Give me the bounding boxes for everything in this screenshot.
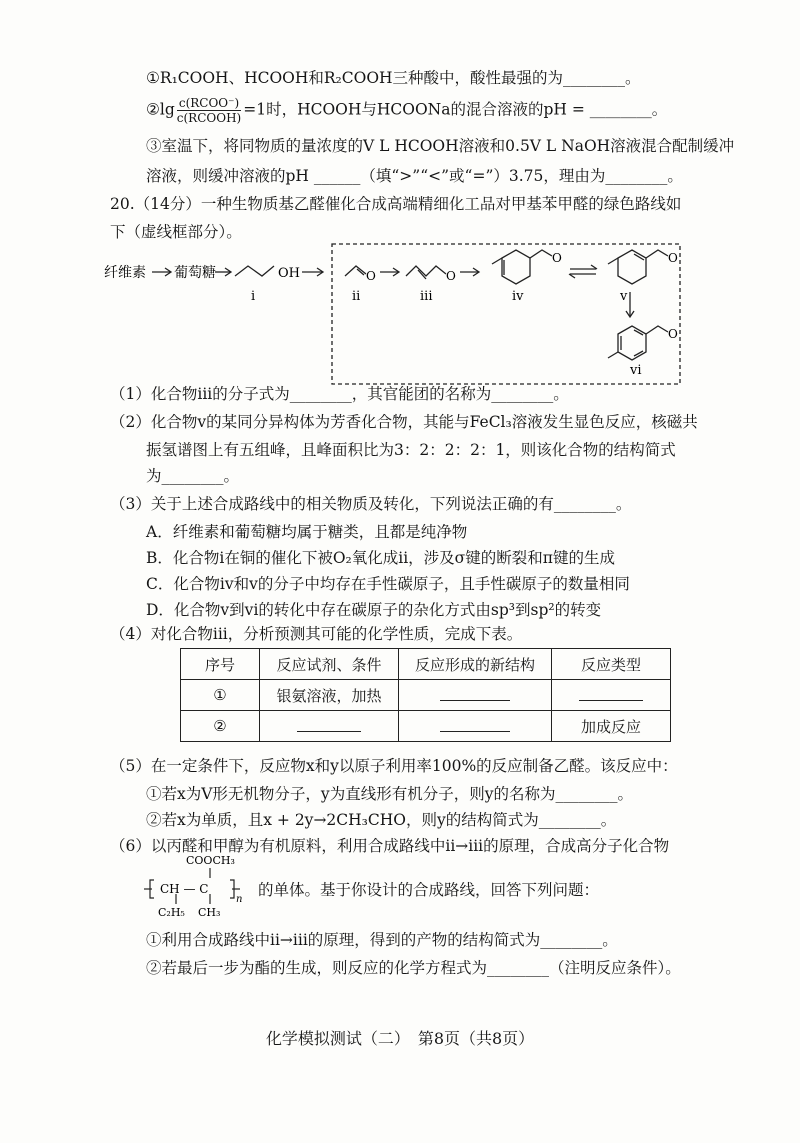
row1-structure-blank	[399, 680, 552, 711]
q20-part4: （4）对化合物iii，分析预测其可能的化学性质，完成下表。	[110, 625, 523, 643]
scheme-o-iv: O	[552, 251, 562, 265]
q20-intro1: 20.（14分）一种生物质基乙醛催化合成高端精细化工品对甲基苯甲醛的绿色路线如	[110, 195, 682, 213]
q20-part5b: ②若x为单质，且x + 2y→2CH₃CHO，则y的结构简式为________。	[146, 811, 617, 829]
q20-option-a: A．纤维素和葡萄糖均属于糖类，且都是纯净物	[146, 523, 468, 541]
q20-part6-tail: 的单体。基于你设计的合成路线，回答下列问题：	[258, 881, 600, 899]
scheme-cellulose: 纤维素	[104, 265, 146, 281]
scheme-o-vi: O	[668, 327, 678, 341]
polymer-ch3: CH₃	[198, 906, 221, 919]
reaction-table	[180, 648, 671, 742]
q19-frac-den: c(RCOOH)	[176, 111, 242, 125]
page-footer: 化学模拟测试（二） 第8页（共8页）	[265, 1029, 535, 1048]
label-iii: iii	[420, 289, 433, 304]
q20-part6: （6）以丙醛和甲醇为有机原料，利用合成路线中ii→iii的原理，合成高分子化合物	[110, 837, 670, 855]
label-iv: iv	[512, 289, 524, 304]
q19-line4: 溶液，则缓冲溶液的pH ______（填“>”“<”或“=”）3.75，理由为________。	[146, 167, 683, 185]
scheme-o-ii: O	[366, 269, 376, 283]
q20-intro2: 下（虚线框部分）。	[110, 223, 242, 241]
compound-v-ring	[618, 250, 646, 284]
label-ii: ii	[352, 289, 361, 304]
row1-reagent: 银氨溶液，加热	[260, 680, 399, 711]
q20-part5: （5）在一定条件下，反应物x和y以原子利用率100%的反应制备乙醛。该反应中：	[110, 757, 678, 775]
scheme-o-v: O	[668, 251, 678, 265]
q20-part6a: ①利用合成路线中ii→iii的原理，得到的产物的结构简式为________。	[146, 931, 618, 949]
q20-part3: （3）关于上述合成路线中的相关物质及转化，下列说法正确的有________。	[110, 495, 632, 513]
q19-line2-suffix: =1时，HCOOH与HCOONa的混合溶液的pH = ________。	[243, 100, 668, 119]
row1-type-blank	[552, 680, 671, 711]
compound-iv-ring	[502, 250, 530, 284]
q20-part2a: （2）化合物v的某同分异构体为芳香化合物，其能与FeCl₃溶液发生显色反应，核磁共	[110, 413, 698, 431]
q19-line3: ③室温下，将同物质的量浓度的V L HCOOH溶液和0.5V L NaOH溶液混合配制缓冲	[146, 137, 735, 155]
q19-line1: ①R₁COOH、HCOOH和R₂COOH三种酸中，酸性最强的为________。	[146, 69, 641, 87]
row2-type: 加成反应	[552, 711, 671, 742]
reaction-scheme	[100, 240, 700, 390]
polymer-structure	[140, 852, 250, 924]
q20-option-b: B．化合物i在铜的催化下被O₂氧化成ii，涉及σ键的断裂和π键的生成	[146, 549, 615, 567]
compound-iii-skeleton	[406, 266, 446, 276]
polymer-n: n	[236, 894, 243, 905]
table-header-row	[181, 649, 671, 680]
q20-part1: （1）化合物iii的分子式为________，其官能团的名称为________。	[110, 385, 569, 403]
q19-fraction	[177, 96, 241, 125]
q19-line2	[146, 96, 667, 125]
q20-part5a: ①若x为V形无机物分子，y为直线形有机分子，则y的名称为________。	[146, 785, 633, 803]
row2-structure-blank	[399, 711, 552, 742]
scheme-glucose: 葡萄糖	[174, 265, 216, 281]
table-row	[181, 680, 671, 711]
polymer-chain: CH — C	[160, 882, 209, 896]
th-reagent: 反应试剂、条件	[260, 649, 399, 680]
polymer-cooch3: COOCH₃	[186, 854, 235, 867]
row1-no: ①	[181, 680, 260, 711]
polymer-c2h5: C₂H₅	[158, 906, 185, 919]
q20-part2b: 振氢谱图上有五组峰，且峰面积比为3：2：2：2：1，则该化合物的结构简式	[146, 441, 676, 459]
q20-part6b: ②若最后一步为酯的生成，则反应的化学方程式为________（注明反应条件）。	[146, 959, 681, 977]
q19-frac-num: c(RCOO⁻)	[177, 96, 241, 111]
label-i: i	[251, 289, 256, 304]
q20-part2c: 为________。	[146, 467, 240, 485]
compound-i-skeleton	[235, 266, 274, 276]
q20-option-d: D．化合物v到vi的转化中存在碳原子的杂化方式由sp³到sp²的转变	[146, 601, 602, 619]
scheme-o-iii: O	[446, 269, 456, 283]
label-vi: vi	[630, 363, 642, 378]
th-type: 反应类型	[552, 649, 671, 680]
scheme-oh: OH	[278, 266, 300, 281]
th-structure: 反应形成的新结构	[399, 649, 552, 680]
table-row	[181, 711, 671, 742]
row2-reagent-blank	[260, 711, 399, 742]
compound-vi-ring	[618, 326, 646, 360]
th-no: 序号	[181, 649, 260, 680]
q20-option-c: C．化合物iv和v的分子中均存在手性碳原子，且手性碳原子的数量相同	[146, 575, 630, 593]
q19-lg: ②lg	[146, 100, 175, 119]
row2-no: ②	[181, 711, 260, 742]
label-v: v	[620, 289, 628, 304]
